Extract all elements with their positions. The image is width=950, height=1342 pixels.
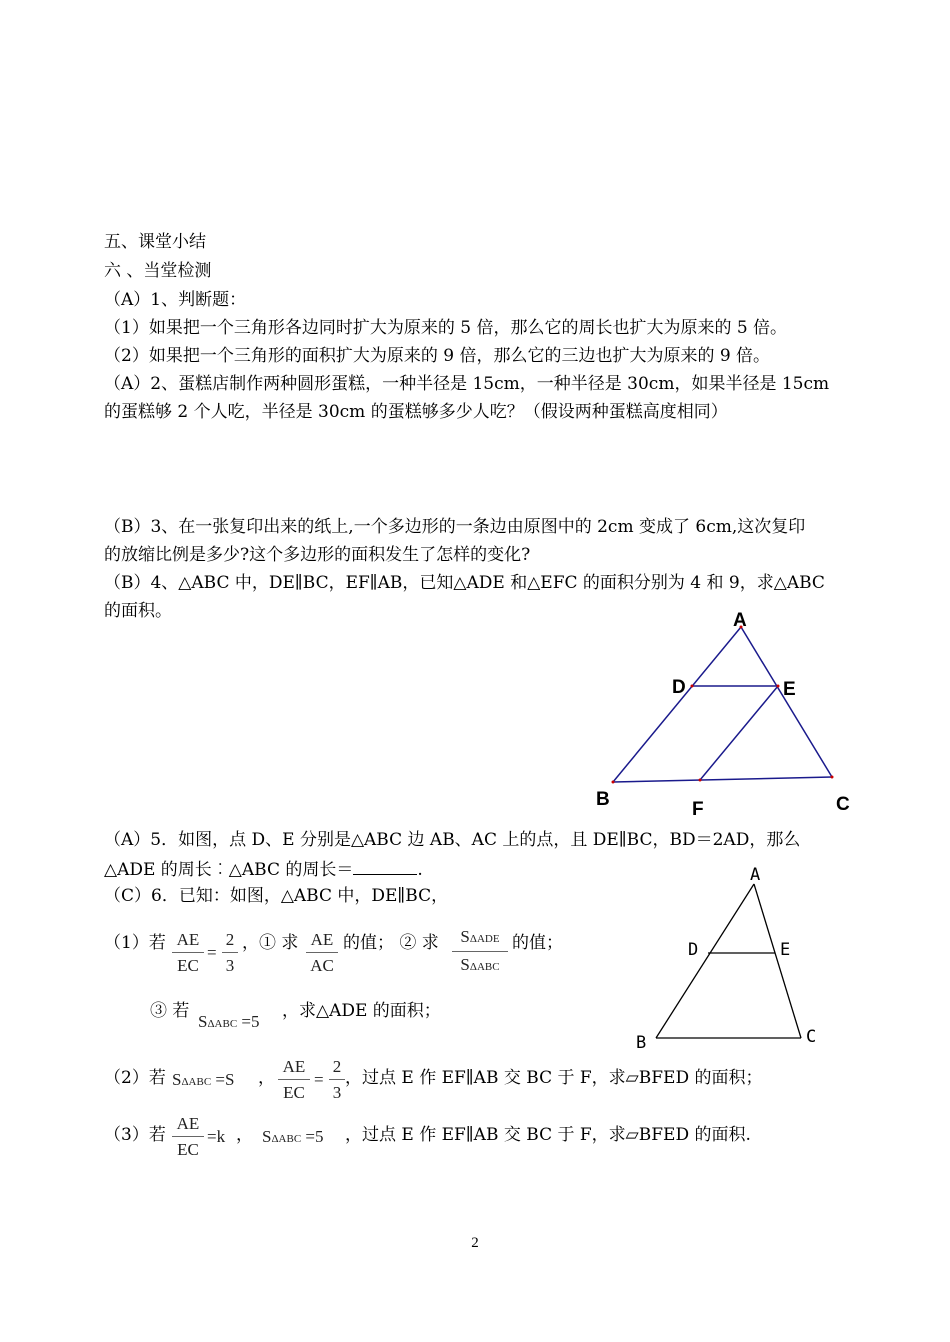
equals-k: =k: [207, 1127, 226, 1146]
q6-part2-end: ，过点 E 作 EF∥AB 交 BC 于 F，求▱BFED 的面积；: [345, 1068, 763, 1088]
fig1-line-ac: [741, 627, 832, 777]
q2-line-2: 的蛋糕够 2 个人吃，半径是 30cm 的蛋糕够多少人吃？（假设两种蛋糕高度相同）: [104, 402, 728, 422]
area-subscript-abc: ΔABC: [207, 1018, 238, 1030]
triangle-figure-1: [585, 600, 865, 825]
q6-part1-task2: 的值； ② 求: [343, 933, 439, 953]
fig1-label-b: B: [596, 789, 610, 810]
equals-value: =S: [215, 1070, 235, 1089]
area-abc-equals-s: [172, 1070, 234, 1090]
triangle-figure-2: [630, 862, 830, 1052]
area-symbol: S: [460, 927, 470, 946]
fig1-label-c: C: [836, 794, 850, 815]
fig1-line-bc: [613, 777, 832, 782]
fig1-label-d: D: [672, 677, 686, 698]
fig2-label-d: D: [688, 940, 699, 960]
page-number: 2: [471, 1235, 479, 1251]
fraction-bar: [329, 1079, 345, 1080]
fraction-numerator: AE: [176, 1114, 200, 1133]
q6-part1-sub3-prefix: ③ 若: [150, 1001, 190, 1021]
fraction-ae-over-ac: [306, 930, 338, 976]
fig2-label-e: E: [780, 940, 791, 960]
fig1-label-f: F: [692, 799, 704, 820]
equals-value: =5: [305, 1127, 324, 1146]
q2-line-1: （A）2、蛋糕店制作两种圆形蛋糕，一种半径是 15cm，一种半径是 30cm，如果半径是 15cm: [104, 374, 830, 394]
area-symbol: S: [198, 1012, 208, 1031]
fig2-line-ac: [754, 884, 801, 1038]
fig1-line-ab: [613, 627, 741, 782]
equals-sign: =: [207, 943, 217, 962]
q6-part1-sub3-end: ，求△ADE 的面积；: [282, 1001, 441, 1021]
fraction-denominator: [452, 955, 508, 977]
q3-line-2: 的放缩比例是多少?这个多边形的面积发生了怎样的变化?: [104, 545, 531, 565]
fig2-label-a: A: [750, 865, 761, 885]
fig1-label-a: A: [733, 610, 747, 631]
fig2-line-ab: [656, 884, 754, 1038]
q6-part2-comma: ，: [258, 1068, 275, 1088]
fig2-label-b: B: [636, 1033, 647, 1052]
fraction-2-over-3: [329, 1057, 345, 1103]
q6-title: （C）6．已知：如图，△ABC 中，DE∥BC，: [104, 886, 449, 906]
fig1-point-b: [612, 781, 615, 784]
fig1-line-ef: [700, 686, 778, 780]
fraction-denominator: EC: [177, 956, 199, 975]
fraction-numerator: 2: [332, 1057, 342, 1076]
q1-title: （A）1、判断题：: [104, 290, 247, 310]
fraction-bar: [306, 952, 338, 953]
q6-part3-separator: ，: [236, 1125, 253, 1145]
fraction-denominator: EC: [177, 1140, 199, 1159]
q5-ratio-text: △ADE 的周长︰△ABC 的周长＝: [104, 860, 354, 880]
equals-sign: =: [314, 1070, 324, 1089]
area-abc-equals-5: [262, 1127, 324, 1147]
area-symbol: S: [460, 955, 470, 974]
fraction-bar: [172, 1136, 204, 1137]
fraction-numerator: AE: [282, 1057, 306, 1076]
q1-statement-1: （1）如果把一个三角形各边同时扩大为原来的 5 倍，那么它的周长也扩大为原来的 5 倍。: [104, 318, 788, 338]
fig1-point-f: [699, 779, 702, 782]
area-subscript-abc: ΔABC: [181, 1076, 212, 1088]
equals-value: =5: [241, 1012, 260, 1031]
area-symbol: S: [262, 1127, 272, 1146]
fraction-bar: [172, 952, 204, 953]
area-subscript-abc: ΔABC: [469, 961, 500, 973]
fraction-numerator: [452, 927, 508, 949]
fig2-label-c: C: [806, 1027, 817, 1047]
fraction-bar: [278, 1079, 310, 1080]
fraction-bar: [222, 952, 238, 953]
q5-line-2: [104, 858, 423, 880]
q6-part3-prefix: （3）若: [104, 1125, 166, 1145]
fraction-ae-over-ec: [278, 1057, 310, 1103]
fraction-area-ratio: [452, 927, 508, 977]
q6-part2-prefix: （2）若: [104, 1068, 166, 1088]
q5-period: .: [417, 860, 423, 880]
fig1-point-d: [691, 685, 694, 688]
fraction-2-over-3: [222, 930, 238, 976]
fig1-point-c: [831, 776, 834, 779]
fraction-denominator: EC: [283, 1083, 305, 1102]
fraction-denominator: AC: [310, 956, 334, 975]
q6-part1-end: 的值；: [512, 933, 563, 953]
fig1-point-e: [777, 685, 780, 688]
q3-line-1: （B）3、在一张复印出来的纸上,一个多边形的一条边由原图中的 2cm 变成了 6cm,这次复印: [104, 517, 806, 537]
fraction-numerator: 2: [225, 930, 235, 949]
q6-part3-end: ，过点 E 作 EF∥AB 交 BC 于 F，求▱BFED 的面积.: [345, 1125, 751, 1145]
section-heading-summary: 五、课堂小结: [104, 232, 206, 252]
area-subscript-ade: ΔADE: [469, 933, 500, 945]
q4-line-2: 的面积。: [104, 601, 172, 621]
fraction-ae-over-ec: [172, 1114, 204, 1160]
fig1-label-e: E: [783, 679, 796, 700]
fraction-numerator: AE: [176, 930, 200, 949]
fraction-ae-over-ec: [172, 930, 204, 976]
fraction-denominator: 3: [332, 1083, 342, 1102]
q6-part1-prefix: （1）若: [104, 933, 166, 953]
q5-line-1: （A）5．如图，点 D、E 分别是△ABC 边 AB、AC 上的点，且 DE∥BC，BD＝2AD，那么: [104, 830, 801, 850]
q5-answer-blank[interactable]: [353, 858, 417, 875]
q4-line-1: （B）4、△ABC 中，DE∥BC，EF∥AB，已知△ADE 和△EFC 的面积分别为 4 和 9，求△ABC: [104, 573, 825, 593]
area-abc-equals-5: [198, 1012, 260, 1032]
fraction-bar: [452, 951, 508, 952]
fraction-numerator: AE: [310, 930, 334, 949]
area-symbol: S: [172, 1070, 182, 1089]
q6-part1-task1: ，① 求: [242, 933, 299, 953]
area-subscript-abc: ΔABC: [271, 1133, 302, 1145]
fraction-denominator: 3: [225, 956, 235, 975]
q1-statement-2: （2）如果把一个三角形的面积扩大为原来的 9 倍，那么它的三边也扩大为原来的 9 倍。: [104, 346, 771, 366]
section-heading-test: 六 、当堂检测: [104, 261, 212, 281]
